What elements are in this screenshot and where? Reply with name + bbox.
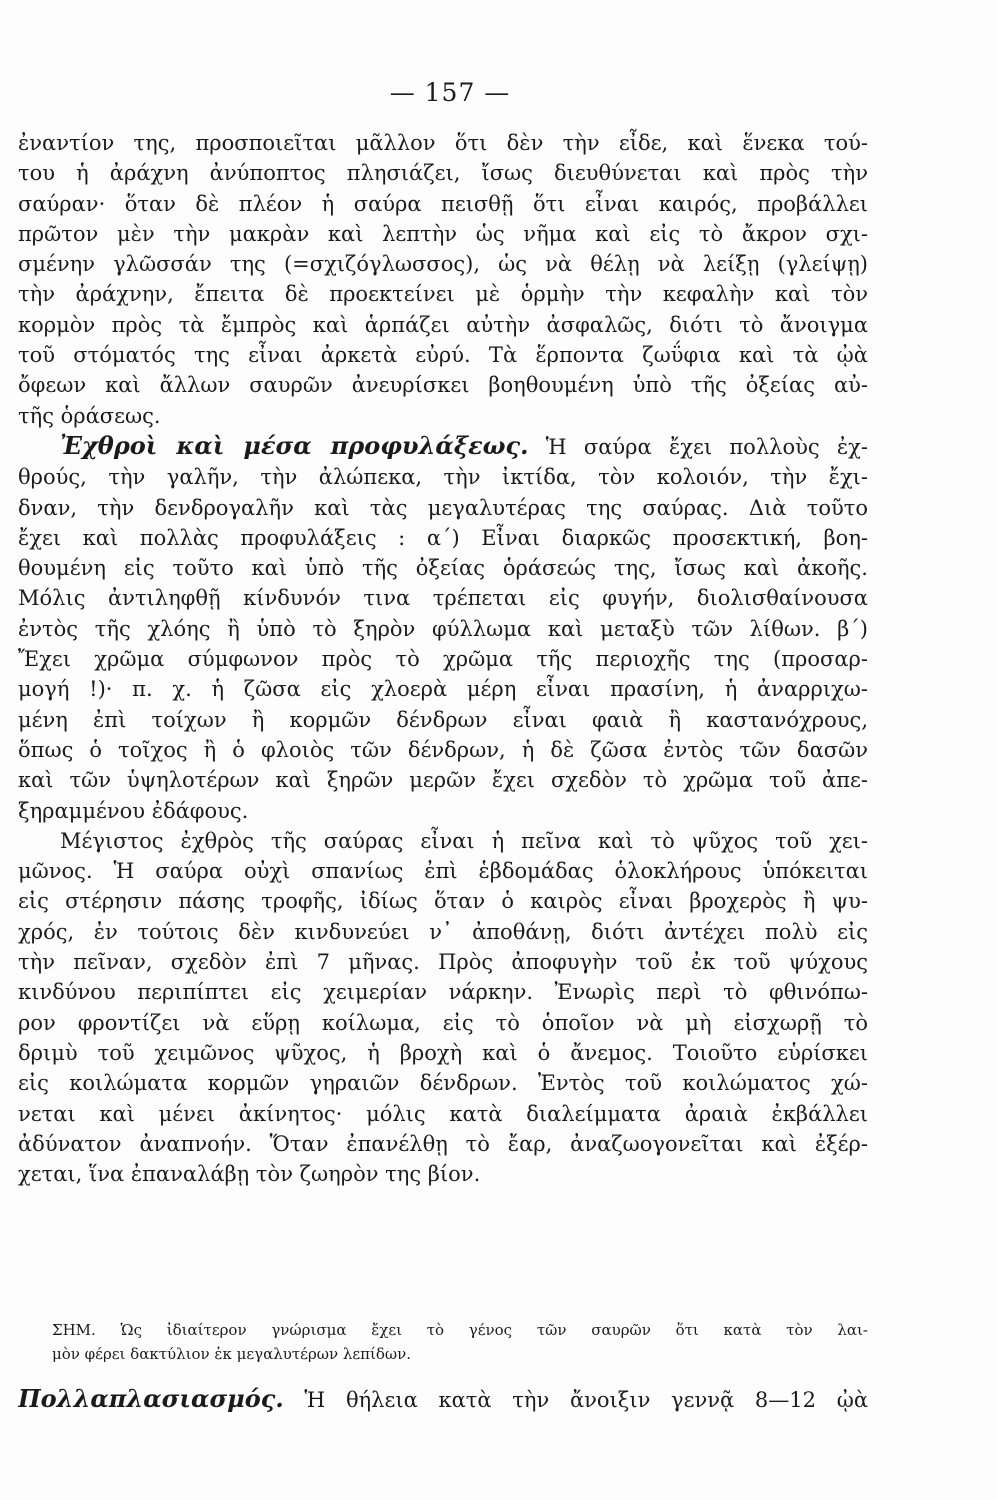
final-line xyxy=(18,1384,868,1415)
text-line: σμένην γλῶσσάν της (=σχιζόγλωσσος), ὡς νὰ θέλῃ νὰ λείξῃ (γλείψῃ) xyxy=(18,252,868,277)
text-line: του ἡ ἀράχνη ἀνύποπτος πλησιάζει, ἴσως διευθύνεται καὶ πρὸς τὴν xyxy=(18,161,868,186)
text-line: τὴν πεῖναν, σχεδὸν ἐπὶ 7 μῆνας. Πρὸς ἀποφυγὴν τοῦ ἐκ τοῦ ψύχους xyxy=(18,950,868,975)
text-line: εἰς κοιλώματα κορμῶν γηραιῶν δένδρων. Ἐντὸς τοῦ κοιλώματος χώ- xyxy=(18,1071,868,1096)
text-line: τῆς ὁράσεως. xyxy=(18,403,161,428)
note-line: ΣΗΜ. Ὡς ἰδιαίτερον γνώρισμα ἔχει τὸ γένος τῶν σαυρῶν ὅτι κατὰ τὸν λαι- xyxy=(52,1321,868,1339)
text-line: κορμὸν πρὸς τὰ ἔμπρὸς καὶ ἁρπάζει αὐτὴν ἀσφαλῶς, διότι τὸ ἄνοιγμα xyxy=(18,312,868,337)
text-line: δριμὺ τοῦ χειμῶνος ψῦχος, ἡ βροχὴ καὶ ὁ ἄνεμος. Τοιοῦτο εὑρίσκει xyxy=(18,1040,868,1065)
text-line: δναν, τὴν δενδρογαλῆν καὶ τὰς μεγαλυτέρας της σαύρας. Διὰ τοῦτο xyxy=(18,495,868,520)
text-line: καὶ τῶν ὑψηλοτέρων καὶ ξηρῶν μερῶν ἔχει σχεδὸν τὸ χρῶμα τοῦ ἀπε- xyxy=(18,768,868,793)
text-line: πρῶτον μὲν τὴν μακρὰν καὶ λεπτὴν ὡς νῆμα καὶ εἰς τὸ ἄκρον σχι- xyxy=(18,221,868,246)
text-line: χρός, ἐν τούτοις δὲν κινδυνεύει ν᾽ ἀποθάνῃ, διότι ἀντέχει πολὺ εἰς xyxy=(18,919,868,944)
section-heading: Ἐχθροὶ καὶ μέσα προφυλάξεως. xyxy=(60,430,529,460)
text-line: Μέγιστος ἐχθρὸς τῆς σαύρας εἶναι ἡ πεῖνα καὶ τὸ ψῦχος τοῦ χει- xyxy=(60,828,868,853)
text-line: ἔχει καὶ πολλὰς προφυλάξεις : α΄) Εἶναι διαρκῶς προσεκτική, βοη- xyxy=(18,525,868,550)
section-first-line xyxy=(18,431,868,462)
footnote xyxy=(52,1318,868,1366)
text-line: κινδύνου περιπίπτει εἰς χειμερίαν νάρκην. Ἐνωρὶς περὶ τὸ φθινόπω- xyxy=(18,980,868,1005)
text-line: ἐναντίον της, προσποιεῖται μᾶλλον ὅτι δὲν τὴν εἶδε, καὶ ἕνεκα τού- xyxy=(18,131,868,155)
text-line: θρούς, τὴν γαλῆν, τὴν ἀλώπεκα, τὴν ἰκτίδα, τὸν κολοιόν, τὴν ἔχι- xyxy=(18,465,868,490)
text-line: Ἔχει χρῶμα σύμφωνον πρὸς τὸ χρῶμα τῆς περιοχῆς της (προσαρ- xyxy=(18,647,868,672)
text-line: χεται, ἵνα ἐπαναλάβῃ τὸν ζωηρὸν της βίον. xyxy=(18,1162,481,1187)
final-line-text: Ἡ θήλεια κατὰ τὴν ἄνοιξιν γεννᾷ 8—12 ᾠὰ xyxy=(304,1388,868,1412)
note-line: μὸν φέρει δακτύλιον ἐκ μεγαλυτέρων λεπίδων. xyxy=(52,1345,412,1363)
text-line: τοῦ στόματός της εἶναι ἀρκετὰ εὐρύ. Τὰ ἕρποντα ζωΰφια καὶ τὰ ᾠὰ xyxy=(18,343,868,368)
text-line: εἰς στέρησιν πάσης τροφῆς, ἰδίως ὅταν ὁ καιρὸς εἶναι βροχερὸς ἢ ψυ- xyxy=(18,889,868,914)
text-line: μογή !)· π. χ. ἡ ζῶσα εἰς χλοερὰ μέρη εἶναι πρασίνη, ἡ ἀναρριχω- xyxy=(18,677,868,702)
text-line: θουμένη εἰς τοῦτο καὶ ὑπὸ τῆς ὀξείας ὁράσεώς της, ἴσως καὶ ἀκοῆς. xyxy=(18,556,868,581)
main-text xyxy=(18,128,868,1189)
text-line: σαύραν· ὅταν δὲ πλέον ἡ σαύρα πεισθῇ ὅτι εἶναι καιρός, προβάλλει xyxy=(18,191,868,216)
text-line: ξηραμμένου ἐδάφους. xyxy=(18,798,249,823)
text-line: μένη ἐπὶ τοίχων ἢ κορμῶν δένδρων εἶναι φαιὰ ἢ καστανόχρους, xyxy=(18,707,868,732)
text-line: μῶνος. Ἡ σαύρα οὐχὶ σπανίως ἐπὶ ἑβδομάδας ὁλοκλήρους ὑπόκειται xyxy=(18,859,868,884)
text-line: ὅπως ὁ τοῖχος ἢ ὁ φλοιὸς τῶν δένδρων, ἡ δὲ ζῶσα ἐντὸς τῶν δασῶν xyxy=(18,737,868,762)
page-number: — 157 — xyxy=(389,78,511,107)
text-line: ρον φροντίζει νὰ εὕρῃ κοίλωμα, εἰς τὸ ὁποῖον νὰ μὴ εἰσχωρῇ τὸ xyxy=(18,1010,868,1035)
final-heading: Πολλαπλασιασμός. xyxy=(18,1384,284,1413)
text-line: τὴν ἀράχνην, ἔπειτα δὲ προεκτείνει μὲ ὁρμὴν τὴν κεφαλὴν καὶ τὸν xyxy=(18,282,868,307)
text-line: ἐντὸς τῆς χλόης ἢ ὑπὸ τὸ ξηρὸν φύλλωμα καὶ μεταξὺ τῶν λίθων. β΄) xyxy=(18,616,868,641)
final-paragraph xyxy=(18,1384,868,1415)
section-first-line-text: Ἡ σαύρα ἔχει πολλοὺς ἐχ- xyxy=(545,434,868,459)
text-line: νεται καὶ μένει ἀκίνητος· μόλις κατὰ διαλείμματα ἀραιὰ ἐκβάλλει xyxy=(18,1101,868,1126)
text-line: ἀδύνατον ἀναπνοήν. Ὅταν ἐπανέλθῃ τὸ ἔαρ, ἀναζωογονεῖται καὶ ἐξέρ- xyxy=(18,1131,868,1156)
text-line: Μόλις ἀντιληφθῇ κίνδυνόν τινα τρέπεται εἰς φυγήν, διολισθαίνουσα xyxy=(18,586,868,611)
text-line: ὄφεων καὶ ἄλλων σαυρῶν ἀνευρίσκει βοηθουμένη ὑπὸ τῆς ὀξείας αὐ- xyxy=(18,373,868,398)
